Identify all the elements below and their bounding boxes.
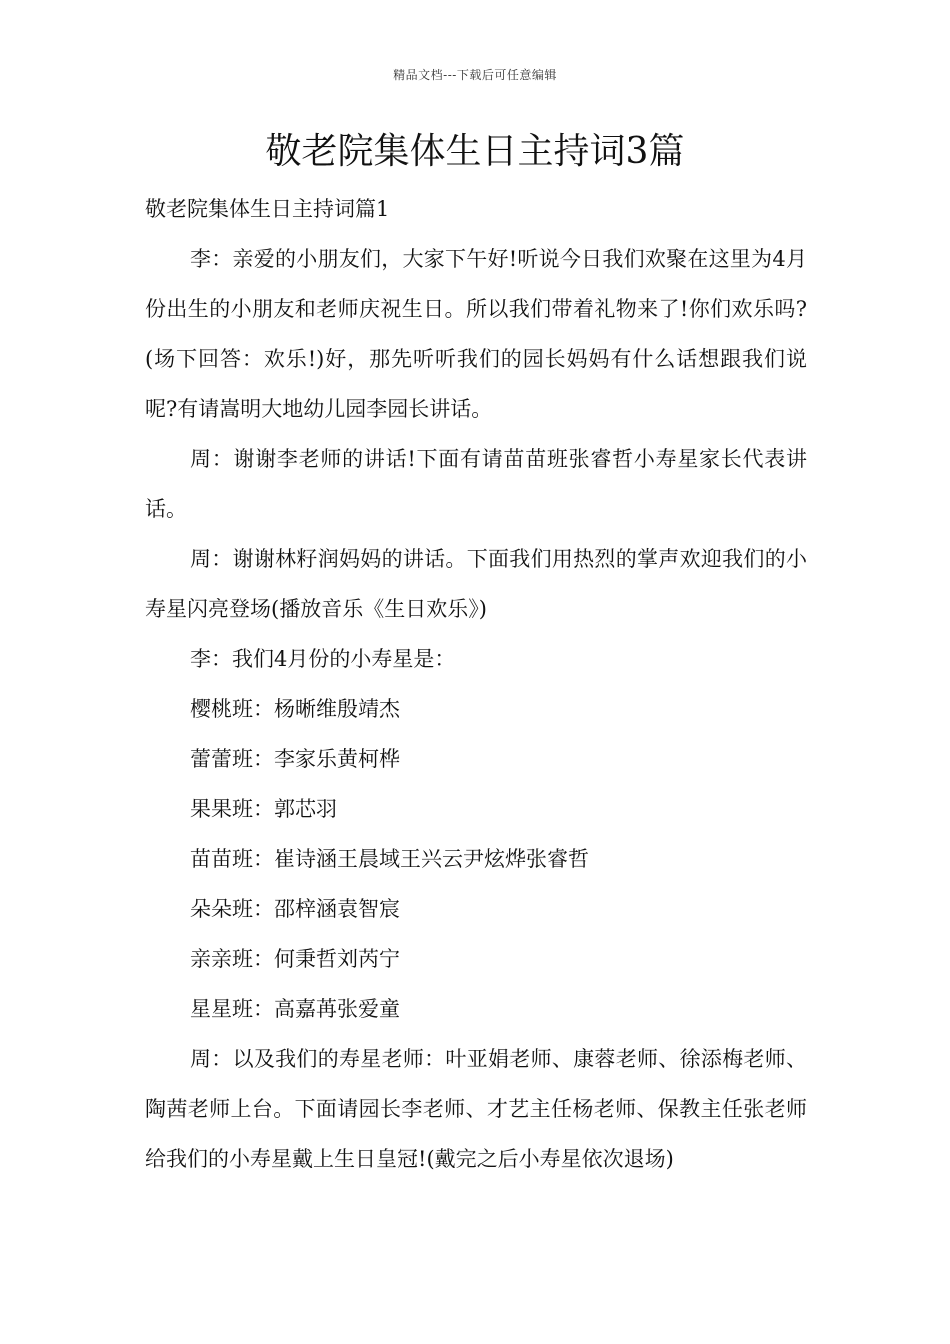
class-list-item: 蕾蕾班：李家乐黄柯桦: [190, 747, 400, 771]
document-body: [145, 184, 807, 1184]
paragraph: 李：我们4月份的小寿星是：: [190, 647, 456, 671]
class-list-item: 亲亲班：何秉哲刘芮宁: [190, 947, 400, 971]
paragraph: 周：谢谢林籽润妈妈的讲话。下面我们用热烈的掌声欢迎我们的小寿星闪亮登场(播放音乐《生日欢乐》): [145, 547, 807, 621]
paragraph: 周：以及我们的寿星老师：叶亚娟老师、康蓉老师、徐添梅老师、陶茜老师上台。下面请园长李老师、才艺主任杨老师、保教主任张老师给我们的小寿星戴上生日皇冠!(戴完之后小寿星依次退场): [145, 1047, 807, 1171]
paragraph: 周：谢谢李老师的讲话!下面有请苗苗班张睿哲小寿星家长代表讲话。: [145, 447, 807, 521]
section-heading: 敬老院集体生日主持词篇1: [145, 197, 390, 221]
class-list-item: 星星班：高嘉苒张爱童: [190, 997, 400, 1021]
paragraph: 李：亲爱的小朋友们，大家下午好!听说今日我们欢聚在这里为4月份出生的小朋友和老师庆祝生日。所以我们带着礼物来了!你们欢乐吗?(场下回答：欢乐!)好，那先听听我们的园长妈妈有什么话想跟我们说呢?有请嵩明大地幼儿园李园长讲话。: [145, 247, 807, 421]
class-list-item: 苗苗班：崔诗涵王晨域王兴云尹炫烨张睿哲: [190, 847, 589, 871]
class-list-item: 果果班：郭芯羽: [190, 797, 337, 821]
class-list-item: 朵朵班：邵梓涵袁智宸: [190, 897, 400, 921]
header-note: 精品文档---下载后可任意编辑: [393, 68, 557, 82]
document-title: 敬老院集体生日主持词3篇: [265, 131, 685, 172]
class-list-item: 樱桃班：杨晰维殷靖杰: [190, 697, 400, 721]
